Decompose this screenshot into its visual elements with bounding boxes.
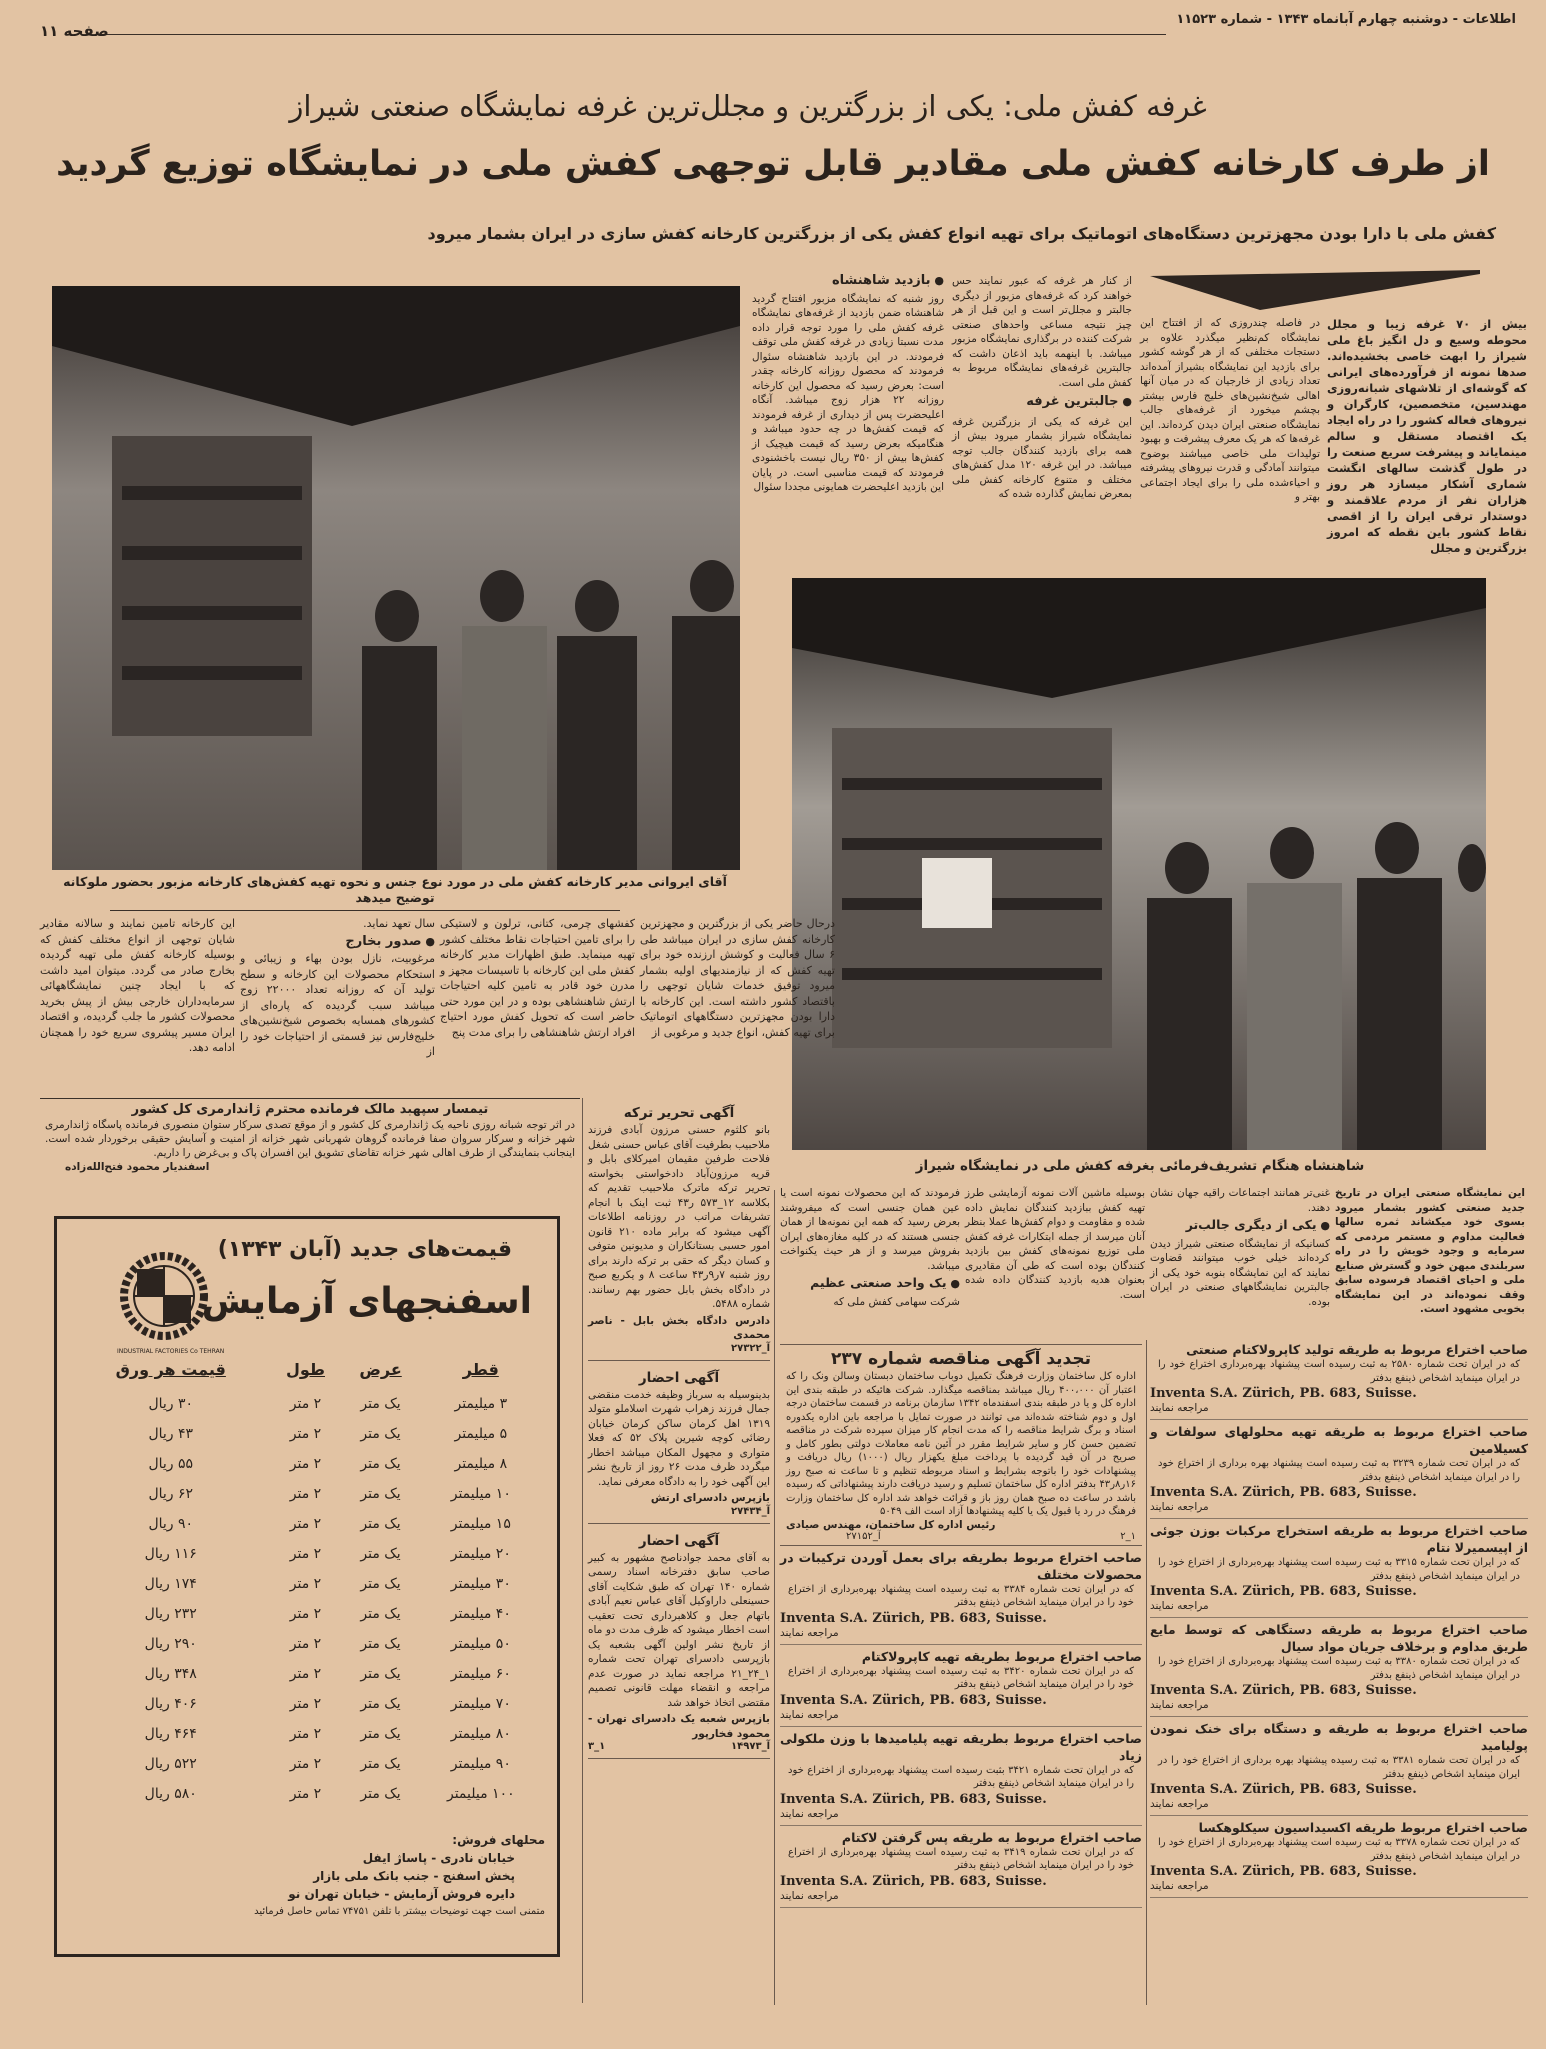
patent-ad [780,1727,1142,1826]
sponge-price-ad [54,1216,560,1957]
heading-shah-visit: ● بازدید شاهنشاه [752,274,944,289]
notice-code: آ_۲۷۳۲۲ [731,1342,770,1354]
price-row [72,1389,542,1419]
price-cell: ۳۰ میلیمتر [450,1576,511,1592]
patent-body: که در ایران تحت شماره ۳۳۱۵ به ثبت رسیده است پیشنهاد بهره‌برداری از اختراع خود را در ایران مینماید اشخاص ذینفع بدفتر [1158,1557,1520,1582]
patent-body: که در ایران تحت شماره ۲۵۸۰ به ثبت رسیده است پیشنهاد بهره‌برداری اختراع خود را در ایران مینماید اشخاص ذینفع بدفتر [1158,1359,1520,1384]
price-row [72,1539,542,1569]
heading-more-interesting: ● یکی از دیگری جالب‌تر [1150,1218,1330,1234]
price-row [72,1509,542,1539]
patent-company: Inventa S.A. Zürich, PB. 683, Suisse. [1150,1584,1417,1599]
price-cell: ۲ متر [289,1486,322,1502]
headline-main: از طرف کارخانه کفش ملی مقادیر قابل توجهی کفش ملی در نمایشگاه توزیع گردید [56,144,1490,184]
patent-body: که در ایران تحت شماره ۳۳۸۰ به ثبت رسیده است پیشنهاد بهره‌برداری از اختراع خود را در ایران مینماید اشخاص ذینفع بدفتر [1158,1656,1520,1681]
legal-notice [588,1102,770,1361]
lower-col-4-text2: شرکت سهامی کفش ملی که [833,1295,960,1308]
price-cell: ۸ میلیمتر [454,1456,508,1472]
patent-company: Inventa S.A. Zürich, PB. 683, Suisse. [1150,1782,1417,1797]
patent-ad [780,1826,1142,1908]
sponge-footer: متمنی است جهت توضیحات بیشتر با تلفن ۷۴۷۵۱ تماس حاصل فرمائید [254,1906,545,1917]
price-cell: ۱۱۶ ریال [144,1546,197,1562]
notice-codes [588,1741,770,1752]
top-col-1-text: بیش از ۷۰ غرفه زیبا و مجلل محوطه وسیع و دل انگیز باغ ملی شیراز را ابهت خاصی بخشیده‌اند. صدها نمونه از فرآورده‌های ایرانی که گوشه‌ای از تلاشهای شبانه‌روزی مهندسین، متخصصین، کارگران و نیروهای فعاله کشور را در راه ایجاد یک اقتصاد مستقل و سالم مینمایاند و پیشرفت سریع صنعت را در طول گذشت سالهای انگشت شماری آشکار میسازد هر روز هزاران نفر از مردم علاقمند و دوستدار ترقی ایران را از اقصی نقاط کشور باین نقطه که امروز بزرگترین و مجلل‌ [1327,317,1527,555]
patent-body: که در ایران تحت شماره ۳۴۲۰ به ثبت رسیده است پیشنهاد بهره‌برداری از اختراع خود را در ایران مینماید اشخاص ذینفع بدفتر [788,1665,1134,1690]
price-row [72,1719,542,1749]
notice-body: به آقای محمد جوادناصح مشهور به کبیر صاحب سابق دفترخانه اسناد رسمی شماره ۱۴۰ تهران که طبق شکایت آقای حسینعلی داراوکیل آقای عباس نعیم آبادی باتهام جعل و کلاهبرداری تحت تعقیب است اخطار میشود که ظرف مدت دو ماه از تاریخ نشر اولین آگهی بشعبه یک بازپرسی دادسرای تهران تحت شماره ۱_۲۴_۲۱ مراجعه نماید در صورت عدم مراجعه و انقضاء مهلت قانونی تصمیم مقتضی اتخاذ خواهد شد [588,1551,771,1709]
price-row [72,1659,542,1689]
price-cell: یک متر [360,1786,401,1802]
price-cell: ۲ متر [289,1756,322,1772]
tender-code: آ_۲۷۱۵۲ [846,1530,881,1542]
patent-company: Inventa S.A. Zürich, PB. 683, Suisse. [1150,1485,1417,1500]
lower-col-1-text: این نمایشگاه صنعتی ایران در تاریخ جدید صنعتی کشور بشمار میرود بسوی خود میکشاند ثمره سالها فعالیت مداوم و مستمر مردمی که سرمایه و وجود خویش را در راه سربلندی میهن خود و گسترش صنایع ملی و احیای اقتصاد فرسوده سابق وقف نموده‌اند در این نمایشگاه بخوبی مشهود است. [1335,1187,1525,1315]
divider [774,1190,775,2005]
headline-kicker: غرفه کفش ملی: یکی از بزرگترین و مجلل‌ترین غرفه نمایشگاه صنعتی شیراز [289,89,1207,123]
lower-col-2-text2: کسانیکه از نمایشگاه صنعتی شیراز دیدن کرده‌اند خیلی خوب میتوانند قضاوت نمایند که این نمایشگاه بنوبه خود یکی از جالبترین نمایشگاههای صنعتی در ایران بوده. [1150,1237,1330,1308]
patent-footer: مراجعه نمایند [1150,1880,1209,1892]
patent-footer: مراجعه نمایند [1150,1402,1209,1414]
patent-body: که در ایران تحت شماره ۳۳۸۴ به ثبت رسیده است پیشنهاد بهره‌برداری از اختراع خود را در ایران مینماید اشخاص ذینفع بدفتر [788,1583,1134,1608]
price-cell: ۴۰۶ ریال [144,1696,197,1712]
price-cell: ۲ متر [289,1396,322,1412]
patent-title: صاحب اختراع مربوط طریقه اکسیداسیون سیکلوهکسا [1198,1820,1528,1835]
patent-ad [1150,1519,1528,1618]
tender-signature: رئیس اداره کل ساختمان، مهندس صیادی [786,1518,996,1531]
price-cell: یک متر [360,1396,401,1412]
top-col-4-text: روز شنبه که نمایشگاه مزبور افتتاح گردید شاهنشاه ضمن بازدید از غرفه‌های نمایشگاه غرفه کفش ملی را مورد توجه قرار داده مدت نسبتا زیادی در غرفه کفش ملی توقف فرمودند. در این بازدید شاهنشاه سئوال فرمودند که محصول روزانه کارخانه چقدر است: بعرض رسید که محصول این کارخانه روزانه ۲۲ هزار زوج میباشد. آنگاه اعلیحضرت پس از دیداری از غرفه فرمودند که قیمت کفش‌ها در چه حدود میباشد و هنگامیکه بعرض رسید که قیمت هیچیک از کفش‌ها بیش از ۳۵۰ ریال نیست باخشنودی فرمودند که قیمت مناسبی است. در پایان این بازدید اعلیحضرت همایونی مجددا سئوال [752,292,944,493]
price-cell: ۱۰ میلیمتر [450,1486,511,1502]
price-cell: ۵۰ میلیمتر [450,1636,511,1652]
notice-codes [588,1506,770,1517]
notice-code: آ_۱۴۹۷۳ [731,1741,770,1752]
price-row [72,1569,542,1599]
lower-col-2-text: غنی‌تر همانند اجتماعات راقیه جهان نشان دهند. [1150,1187,1330,1214]
price-row [72,1449,542,1479]
top-column-2 [1140,316,1320,505]
patent-ad [780,1546,1142,1645]
top-column-3 [952,274,1132,502]
left-col-2-text: کفشهای چرمی، کتانی، ترلون و لاستیکی را برای تامین احتیاجات نقاط مختلف کشور تهیه مینماید. طبق اظهارات مدیر کارخانه کفش ملی این کارخانه با تاسیسات مجهز و مدرن خود قادر به تامین کلیه احتیاجات ارتش شاهنشاهی بوده و در این مورد حتی حاضر است که تحویل کفش مورد احتیاج افراد ارتش شاهنشاهی را برای مدت پنج [440,917,635,1039]
price-cell: ۲ متر [289,1546,322,1562]
inventa-ads-center [780,1546,1142,1908]
tender-body: اداره کل ساختمان وزارت فرهنگ تکمیل دوباب ساختمان دبستان وسالن ونک را که اعتبار آن ۴۰۰،۰۰۰ ریال میباشد بمناقصه میگذارد. شرکت هائیکه در طبقه بندی این اداره کل و یا در طبقه بندی اسفندماه ۱۳۴۲ سازمان برنامه در قسمت ساختمان درجه اول و دوم شناخته شده‌اند می توانند در صورت تمایل با مراجعه باین اداره یکدوره اسناد و برگ شرایط مناقصه را که مدت انجام کار میزان سپرده شرکت در مناقصه تضمین حسن کار و سایر شرایط مقرر در آئین نامه معاملات دولتی بطور کامل و صریح در آن قید گردیده با پرداخت مبلغ یکهزار ریال (۱۰۰۰) ریال دریافت و پیشنهادات خود را باتوجه بشرایط و اسناد مربوطه تنظیم و تا ساعت نه صبح روز ۱۶ر۸ر۴۳ بدفتر اداره کل ساختمان تسلیم و رسید دریافت دارند پیشنهاداتی که رسیده باشد در ساعت ده صبح همان روز باز و قرائت خواهد شد اداره کل ساختمان وزارت فرهنگ در رد یا قبول یک یا کلیه پیشنهادها آزاد است الف ۵۰۴۹ [786,1371,1136,1517]
left-col-1-text: درحال حاضر یکی از بزرگترین و مجهزترین کارخانه کفش سازی در ایران میباشد طی ۶ سال فعالیت و کوشش ارزنده خود برای تهیه کفش که از نیازمندیهای اولیه بشمار میرود توفیق خدمات شایان توجهی را باقتصاد کشور داشته است. این کارخانه با دارا بودن مجهزترین دستگاههای اتوماتیک برای تهیه کفش، انواع جدید و مرغوبی از [640,917,835,1039]
price-cell: یک متر [360,1426,401,1442]
patent-title: صاحب اختراع مربوط به طریقه و دستگاه برای خنک نمودن پولیامید [1150,1721,1528,1753]
center-ads-stack [780,1344,1142,1908]
price-cell: یک متر [360,1636,401,1652]
price-cell: ۹۰ میلیمتر [450,1756,511,1772]
patent-footer: مراجعه نمایند [1150,1501,1209,1513]
logo-text: INDUSTRIAL FACTORIES Co TEHRAN [117,1348,225,1355]
price-cell: یک متر [360,1456,401,1472]
price-cell: ۲ متر [289,1576,322,1592]
patent-footer: مراجعه نمایند [780,1807,839,1820]
price-cell: ۵ میلیمتر [454,1426,508,1442]
heading-best-booth: ● جالبترین غرفه [952,395,1132,410]
price-cell: ۲۳۲ ریال [144,1606,197,1622]
price-cell: ۸۰ میلیمتر [450,1726,511,1742]
price-cell: ۲ متر [289,1726,322,1742]
price-cell: ۳ میلیمتر [454,1396,508,1412]
patent-company: Inventa S.A. Zürich, PB. 683, Suisse. [780,1692,1047,1708]
lower-column-1 [1335,1186,1525,1317]
price-cell: یک متر [360,1666,401,1682]
lower-col-4-text: فرمودند که این محصولات نمونه است یا عین همان جنسی است که میفروشند بعرض رسید که همه این نمونه‌ها از همان جنسی هستند که در کلیه مغازه‌های ایران بفروش میرسد و از هر حیث یکنواخت میباشد. [780,1187,960,1272]
price-header: عرض [359,1360,402,1379]
price-cell: ۴۶۴ ریال [144,1726,197,1742]
top-col-3-text2: این غرفه که یکی از بزرگترین غرفه نمایشگاه شیراز بشمار میرود بیش از همه برای بازدید کنندگان جالب توجه میباشد. در این غرفه ۱۲۰ مدل کفش‌های مختلف و متنوع کارخانه کفش ملی بمعرض نمایش گذارده شده که [952,415,1133,500]
price-row [72,1419,542,1449]
patent-ad [1150,1816,1528,1898]
legal-notice [588,1367,770,1524]
left-col-3-text: سال تعهد نماید. [363,917,435,930]
issue-line: اطلاعات - دوشنبه چهارم آبانماه ۱۳۴۳ - شماره ۱۱۵۲۳ [1176,12,1516,27]
arrow-ornament [1150,270,1480,310]
price-cell: ۵۵ ریال [148,1456,194,1472]
top-col-2-text: در فاصله چندروزی که از افتتاح این نمایشگاه کم‌نظیر میگذرد علاوه بر دستجات مختلفی که از هر گوشه کشور برای بازدید این نمایشگاه بشیراز آمده‌اند تعداد زیادی از خارجیان که در میان آنها اهالی شیخ‌نشین‌های خلیج فارس بیشتر بچشم میخورد از غرفه‌های جالب نمایشگاه صنعتی ایران دیدن کرده‌اند. این غرفه‌ها که هر یک معرف پیشرفت و بهبود تولیدات ملی خاصی میباشند بوضوح میتوانند آمادگی و قدرت نیروهای پیشرفته و احیاءشده ملی را برای ایجاد اجتماعی بهتر و [1140,317,1320,503]
patent-ad [1150,1420,1528,1519]
sales-label: محلهای فروش: [452,1833,545,1847]
notice-signature: بازپرس شعبه یک دادسرای تهران - محمود فخارپور [588,1713,770,1740]
divider [582,1098,583,2003]
patent-title: صاحب اختراع مربوط به طریقه تهیه محلولهای سولفات و کسیلامین [1150,1424,1528,1456]
price-cell: ۲ متر [289,1636,322,1652]
patent-footer: مراجعه نمایند [780,1708,839,1721]
masthead-rule [95,34,1166,35]
divider [1146,1340,1147,2005]
notice-body: بانو کلثوم حسنی مرزون آبادی فرزند ملاحبیب بطرفیت آقای عباس حسنی شغل فلاحت طرفین مقیمان امیرکلای بابل و قریه مرزون‌آباد دادخواستی بخواسته تحریر ترکه ماترک ملاحبیب تقدیم که بکلاسه ۱۲_۵۷۳ ر۴۳ ثبت اینک با انجام تشریفات مراتب در روزنامه اطلاعات آگهی میشود که برابر ماده ۲۱۰ قانون امور حسبی بستانکاران و مدیونین متوفی و کسان دیگر که حقی بر ترکه دارند برای روز شنبه ۷ر۹ر۴۳ ساعت ۸ و یکربع صبح در دادگاه بخش بابل حضور بهم رسانند. شماره ۵۴۸۸. [588,1124,770,1310]
price-cell: یک متر [360,1546,401,1562]
notice-codes [588,1343,770,1354]
patent-title: صاحب اختراع مربوط به طریقه تولید کاپرولاکتام صنعتی [1186,1342,1528,1357]
price-cell: ۲ متر [289,1786,322,1802]
price-cell: ۲۰ میلیمتر [450,1546,511,1562]
patent-company: Inventa S.A. Zürich, PB. 683, Suisse. [1150,1683,1417,1698]
patent-body: که در ایران تحت شماره ۳۴۱۹ به ثبت رسیده است پیشنهاد بهره‌برداری از اختراع خود را در ایران مینماید اشخاص ذینفع بدفتر [788,1846,1134,1871]
price-cell: ۲ متر [289,1516,322,1532]
gendarmerie-body: در اثر توجه شبانه روزی ناحیه یک ژاندارمری کل کشور و از موقع تصدی سرکار ستوان منصوری فرمانده پاسگاه ژاندارمری شهر خزانه و سرکار سروان صفا فرمانده گروهان شهربانی شهر خزانه از امنیت و آسایش حقیقی برخوردار شده است. اینجانب بنمایندگی از طرف اهالی شهر خزانه تقاضای تشویق این افسران پاک و بی‌غرض را داریم. [45,1119,575,1159]
patent-footer: مراجعه نمایند [1150,1600,1209,1612]
sales-location-1: خیابان نادری - پاساژ ایفل [362,1851,515,1865]
price-cell: ۲ متر [289,1456,322,1472]
patent-footer: مراجعه نمایند [1150,1798,1209,1810]
patent-body: که در ایران تحت شماره ۳۳۷۸ به ثبت رسیده است پیشنهاد بهره‌برداری از اختراع خود را در ایران مینماید اشخاص ذینفع بدفتر [1158,1837,1520,1862]
patent-title: صاحب اختراع مربوط به طریقه دستگاهی که توسط مایع طریق مداوم و برخلاف جریان مواد سیال [1150,1622,1528,1654]
price-cell: ۶۲ ریال [148,1486,194,1502]
price-cell: ۱۷۴ ریال [144,1576,197,1592]
gendarmerie-title: تیمسار سپهبد مالک فرمانده محترم ژاندارمری کل کشور [131,1102,489,1117]
price-header: قطر [462,1360,499,1379]
patent-title: صاحب اختراع مربوط به طریقه پس گرفتن لاکتام [841,1829,1142,1845]
legal-notice [588,1530,770,1760]
sales-location-2: پخش اسفنج - جنب بانک ملی بازار [313,1869,515,1883]
left-photo-caption: آقای ایروانی مدیر کارخانه کفش ملی در مورد نوع جنس و نحوه تهیه کفش‌های کارخانه مزبور بحضور ملوکانه توضیح میدهد [63,874,727,905]
top-column-1 [1327,316,1527,556]
notice-signature: دادرس دادگاه بخش بابل - ناصر محمدی [588,1314,770,1341]
price-cell: ۳۰ ریال [148,1396,194,1412]
price-cell: ۱۵ میلیمتر [450,1516,511,1532]
price-cell: یک متر [360,1726,401,1742]
price-table [72,1359,542,1809]
price-header: طول [286,1360,325,1379]
sales-location-3: دایره فروش آزمایش - خیابان تهران نو [288,1887,515,1901]
price-cell: ۱۰۰ میلیمتر [446,1786,515,1802]
left-column-2 [440,916,635,1040]
price-cell: ۹۰ ریال [148,1516,194,1532]
patent-title: صاحب اختراع مربوط بطریقه تهیه پلیامیدها با وزن ملکولی زیاد [780,1730,1142,1763]
patent-ad [1150,1618,1528,1717]
patent-company: Inventa S.A. Zürich, PB. 683, Suisse. [1150,1386,1417,1401]
lower-column-4 [780,1186,960,1309]
gendarmerie-notice [45,1101,575,1174]
patent-company: Inventa S.A. Zürich, PB. 683, Suisse. [780,1873,1047,1889]
price-header: قیمت هر ورق [115,1360,226,1379]
price-cell: یک متر [360,1576,401,1592]
divider [40,1098,580,1099]
price-cell: ۲ متر [289,1666,322,1682]
left-col-4-text: این کارخانه تامین نمایند و سالانه مقادیر شایان توجهی از انواع مختلف کفش که بوسیله کارخانه کفش ملی تهیه گردیده بخارج صادر می گردد. میتوان امید داشت که با ایجاد چنین نمایشگاههائی سرمایه‌داران خارجی بیش از پیش بخرید محصولات کشور ما جلب گردیده، و اقتصاد ایران مسیر پیشروی سریع خود را همچنان ادامه دهد. [40,917,235,1054]
left-column-1 [640,916,835,1040]
patent-ad [1150,1338,1528,1420]
middle-ads-column [588,1102,770,1765]
heading-export: ● صدور بخارج [240,934,435,950]
tender-title: تجدید آگهی مناقصه شماره ۲۳۷ [831,1349,1091,1369]
notice-title: آگهی احضار [638,1369,720,1386]
patent-footer: مراجعه نمایند [780,1889,839,1902]
right-photo-caption: شاهنشاه هنگام تشریف‌فرمائی بغرفه کفش ملی در نمایشگاه شیراز [915,1158,1365,1174]
price-cell: ۵۲۲ ریال [144,1756,197,1772]
patent-body: که در ایران تحت شماره ۳۳۸۱ به ثبت رسیده پیشنهاد بهره برداری از اختراع خود را در ایران مینماید اشخاص ذینفع بدفتر [1158,1755,1520,1780]
tender-code-2: ۱_۲ [1120,1530,1136,1542]
price-row [72,1689,542,1719]
price-row [72,1749,542,1779]
patent-body: که در ایران تحت شماره ۳۴۲۱ بثبت رسیده است پیشنهاد بهره‌برداری از اختراع خود را در ایران مینماید اشخاص ذینفع بدفتر [788,1764,1134,1789]
price-cell: ۲ متر [289,1606,322,1622]
price-row [72,1779,542,1809]
patent-ad [1150,1717,1528,1816]
price-cell: یک متر [360,1606,401,1622]
notice-code-2: ۱_۳ [588,1741,606,1752]
price-cell: ۳۴۸ ریال [144,1666,197,1682]
left-column-4 [40,916,235,1056]
notice-signature: بازپرس دادسرای ارتش [650,1492,770,1504]
left-column-3 [240,916,435,1060]
price-cell: ۴۳ ریال [148,1426,194,1442]
price-cell: یک متر [360,1516,401,1532]
price-cell: یک متر [360,1486,401,1502]
patent-ad [780,1645,1142,1727]
notice-title: آگهی احضار [638,1532,720,1549]
price-table-wrap [72,1359,542,1809]
patent-title: صاحب اختراع مربوط به طریقه استخراج مرکبات بوزن جوئی از اپیسمیرلا نتام [1150,1523,1528,1555]
patent-footer: مراجعه نمایند [1150,1699,1209,1711]
patent-body: که در ایران تحت شماره ۳۲۳۹ به ثبت رسیده است پیشنهاد بهره برداری از اختراع خود را در ایران مینماید اشخاص ذینفع بدفتر [1158,1458,1520,1483]
price-cell: ۲ متر [289,1696,322,1712]
price-cell: ۴۰ میلیمتر [450,1606,511,1622]
patent-company: Inventa S.A. Zürich, PB. 683, Suisse. [780,1791,1047,1807]
sponge-title-big: اسفنجهای آزمایش [201,1281,532,1322]
price-row [72,1599,542,1629]
top-col-3-text: از کنار هر غرفه که عبور نمایند حس خواهند کرد که غرفه‌های مزبور از دیگری جالبتر و مجلل‌تر است و این قبل از هر چیز نتیجه مساعی واحدهای صنعتی شرکت کننده در برگذاری نمایشگاه مزبور میباشد. با اینهمه باید اذعان داشت که جالبترین غرفه‌های نمایشگاه مربوط به کفش ملی است. [952,275,1132,389]
price-cell: ۵۸۰ ریال [144,1786,197,1802]
price-cell: ۶۰ میلیمتر [450,1666,511,1682]
price-cell: یک متر [360,1756,401,1772]
notice-title: آگهی تحریر ترکه [623,1105,735,1121]
photo-shah-at-booth [792,578,1486,1150]
price-cell: ۲ متر [289,1426,322,1442]
gendarmerie-signature: اسفندیار محمود فتح‌الله‌زاده [65,1161,210,1173]
tender-ad [780,1344,1142,1546]
patent-company: Inventa S.A. Zürich, PB. 683, Suisse. [1150,1864,1417,1879]
sponge-title-small: قیمت‌های جدید (آبان ۱۳۴۳) [217,1237,512,1262]
caption-rule [110,910,620,911]
top-column-4 [752,274,944,495]
price-cell: ۲۹۰ ریال [144,1636,197,1652]
patent-footer: مراجعه نمایند [780,1626,839,1639]
tender-codes [786,1531,1136,1542]
price-cell: یک متر [360,1696,401,1712]
price-row [72,1629,542,1659]
patent-title: صاحب اختراع مربوط بطریقه برای بعمل آوردن ترکیبات در محصولات مختلف [780,1549,1142,1582]
patent-title: صاحب اختراع مربوط بطریقه تهیه کاپرولاکتام [861,1648,1142,1664]
patent-company: Inventa S.A. Zürich, PB. 683, Suisse. [780,1610,1047,1626]
heading-industrial-unit: ● یک واحد صنعتی عظیم [780,1276,960,1292]
price-row [72,1479,542,1509]
left-col-3-text2: مرغوبیت، نازل بودن بهاء و زیبائی و استحکام محصولات این کارخانه و سطح تولید آن که روزانه تعداد ۲۲۰۰۰ زوج میباشد سبب گردیده که پاره‌ای از کشورهای همسایه بخصوص شیخ‌نشین‌های خلیج‌فارس نیز قسمتی از احتیاجات خود را از [240,952,435,1058]
lower-column-2 [1150,1186,1330,1309]
headline-sub: کفش ملی با دارا بودن مجهزترین دستگاه‌های اتوماتیک برای تهیه انواع کفش یکی از بزرگترین کارخانه کفش سازی در ایران بشمار میرود [427,224,1496,243]
price-cell: ۷۰ میلیمتر [450,1696,511,1712]
inventa-ads-right [1150,1338,1528,1898]
lower-col-3-text: بوسیله ماشین آلات نمونه آزمایشی طرز تهیه کفش ببازدید کنندگان نمایش داده شده و مقاومت و دوام کفش‌ها عملا بنظر آنان میرسد از جمله ابتکارات غرفه کفش ملی توزیع نمونه‌های کفش بین بازدید کنندگان بوده است که طی آن مقادیری بعنوان هدیه بازدید کنندگان داده شده است. [965,1187,1145,1301]
lower-column-3 [965,1186,1145,1302]
notice-body: بدینوسیله به سرباز وظیفه خدمت منقضی جمال فرزند زهراب شهرت اسلاملو متولد ۱۳۱۹ اهل کرمان ساکن کرمان خیابان رضائی کوچه شیرین پلاک ۵۲ که فعلا متواری و مجهول المکان میباشد اخطار میگردد ظرف مدت ۲۶ روز از تاریخ نشر این آگهی خود را به دادگاه معرفی نماید. [588,1388,771,1488]
photo-factory-director [52,286,740,870]
notice-code: آ_۲۷۴۳۴ [731,1505,770,1517]
page-number: صفحه ۱۱ [40,22,109,40]
sales-block [77,1831,545,1921]
